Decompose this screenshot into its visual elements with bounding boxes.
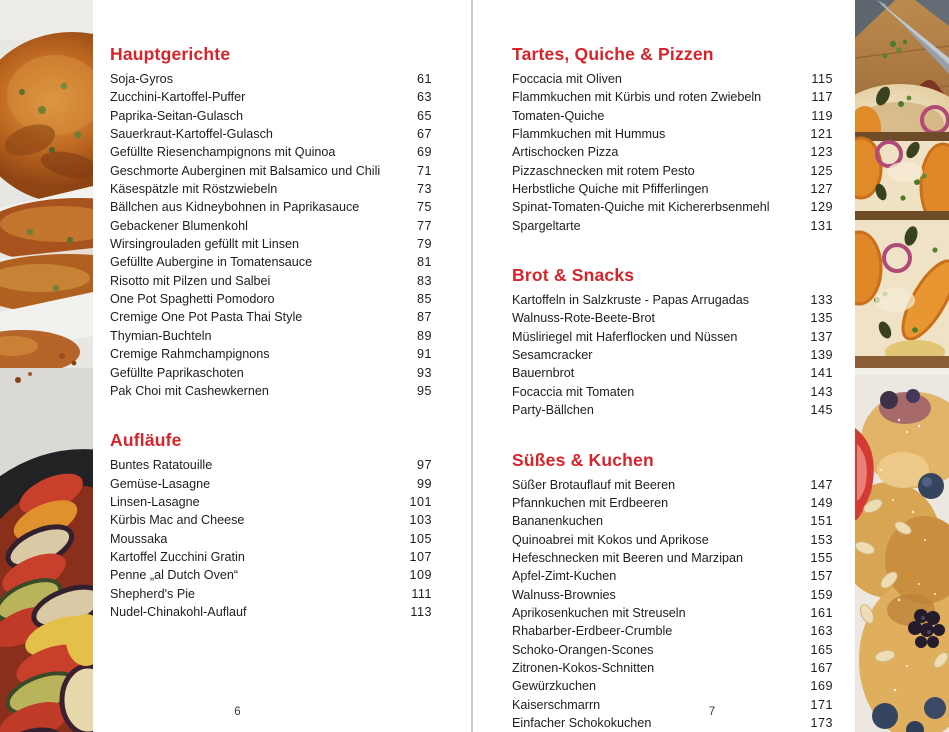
- recipe-title: Bananenkuchen: [512, 514, 604, 529]
- toc-entry: [512, 549, 833, 567]
- recipe-title: Gefüllte Riesenchampignons mit Quinoa: [110, 145, 336, 160]
- recipe-page-ref: 93: [416, 365, 432, 380]
- toc-entry: [110, 382, 432, 400]
- toc-entry: [512, 125, 833, 143]
- recipe-title: Zitronen-Kokos-Schnitten: [512, 660, 655, 675]
- recipe-page-ref: 73: [416, 182, 432, 197]
- recipe-title: Bällchen aus Kidneybohnen in Paprikasauce: [110, 200, 360, 215]
- recipe-page-ref: 139: [810, 348, 833, 363]
- recipe-title: Käsespätzle mit Röstzwiebeln: [110, 182, 278, 197]
- recipe-title: Tomaten-Quiche: [512, 108, 605, 123]
- toc-entry: [512, 641, 833, 659]
- recipe-title: Rhabarber-Erdbeer-Crumble: [512, 624, 673, 639]
- toc-entry: [512, 383, 833, 401]
- toc-page-left: [110, 44, 432, 621]
- right-photo-strip: [855, 0, 949, 732]
- toc-entry: [512, 107, 833, 125]
- toc-entry: [512, 346, 833, 364]
- section-heading: Hauptgerichte: [110, 44, 231, 64]
- recipe-page-ref: 131: [810, 218, 833, 233]
- recipe-page-ref: 107: [409, 549, 432, 564]
- recipe-page-ref: 141: [810, 366, 833, 381]
- toc-entry: [110, 217, 432, 235]
- recipe-page-ref: 109: [409, 568, 432, 583]
- toc-entry: [110, 180, 432, 198]
- recipe-title: Linsen-Lasagne: [110, 494, 200, 509]
- recipe-title: Pizzaschnecken mit rotem Pesto: [512, 163, 695, 178]
- recipe-page-ref: 153: [810, 532, 833, 547]
- recipe-title: Zucchini-Kartoffel-Puffer: [110, 90, 246, 105]
- toc-entry: [110, 456, 432, 474]
- recipe-title: Pak Choi mit Cashewkernen: [110, 383, 269, 398]
- recipe-page-ref: 137: [810, 329, 833, 344]
- recipe-page-ref: 83: [416, 273, 432, 288]
- recipe-page-ref: 69: [416, 145, 432, 160]
- recipe-page-ref: 113: [410, 604, 432, 619]
- recipe-page-ref: 97: [416, 458, 432, 473]
- recipe-title: Soja-Gyros: [110, 72, 173, 86]
- toc-entry: [512, 567, 833, 585]
- recipe-page-ref: 125: [810, 163, 833, 178]
- toc-entry: [110, 290, 432, 308]
- section-heading: Aufläufe: [110, 430, 182, 451]
- recipe-title: Wirsingrouladen gefüllt mit Linsen: [110, 237, 299, 252]
- recipe-page-ref: 151: [810, 514, 833, 529]
- recipe-title: Nudel-Chinakohl-Auflauf: [110, 604, 247, 619]
- toc-entry: [110, 88, 432, 106]
- right-photo-strip-art: [855, 0, 949, 732]
- toc-entry: [512, 659, 833, 677]
- toc-entry: [512, 88, 833, 106]
- toc-entry: [110, 125, 432, 143]
- recipe-page-ref: 143: [810, 384, 833, 399]
- recipe-title: Apfel-Zimt-Kuchen: [512, 569, 617, 584]
- left-photo-strip: [0, 0, 93, 732]
- recipe-title: Flammkuchen mit Hummus: [512, 127, 666, 142]
- page-number-right: 7: [708, 706, 716, 718]
- toc-entry: [110, 162, 432, 180]
- recipe-title: Gemüse-Lasagne: [110, 476, 211, 491]
- toc-entry: [512, 291, 833, 309]
- page-number-left: 6: [234, 706, 241, 718]
- recipe-title: Quinoabrei mit Kokos und Aprikose: [512, 532, 709, 547]
- recipe-title: Einfacher Schokokuchen: [512, 715, 652, 730]
- toc-entry: [512, 677, 833, 695]
- toc-entry: [110, 308, 432, 326]
- recipe-page-ref: 171: [810, 697, 833, 712]
- toc-entry: [512, 70, 833, 88]
- recipe-title: Moussaka: [110, 531, 168, 546]
- recipe-page-ref: 91: [416, 347, 432, 362]
- recipe-title: Focaccia mit Tomaten: [512, 384, 635, 399]
- toc-entry: [512, 531, 833, 549]
- recipe-page-ref: 87: [416, 310, 432, 325]
- recipe-page-ref: 103: [409, 513, 432, 528]
- recipe-title: Herbstliche Quiche mit Pfifferlingen: [512, 182, 709, 197]
- toc-entry: [512, 162, 833, 180]
- recipe-page-ref: 119: [811, 108, 833, 123]
- recipe-page-ref: 115: [811, 72, 833, 86]
- toc-entry: [110, 511, 432, 529]
- recipe-page-ref: 105: [409, 531, 432, 546]
- recipe-page-ref: 65: [416, 108, 432, 123]
- toc-entry: [110, 603, 432, 621]
- toc-entry: [512, 198, 833, 216]
- recipe-title: Müsliriegel mit Haferflocken und Nüssen: [512, 329, 738, 344]
- recipe-title: Aprikosenkuchen mit Streuseln: [512, 605, 686, 620]
- recipe-page-ref: 155: [810, 550, 833, 565]
- recipe-page-ref: 135: [810, 311, 833, 326]
- recipe-title: Walnuss-Brownies: [512, 587, 616, 602]
- toc-entry: [110, 493, 432, 511]
- ratatouille-pan-photo: [0, 368, 93, 732]
- toc-entry: [512, 622, 833, 640]
- toc-entry: [110, 235, 432, 253]
- recipe-title: Gefüllte Paprikaschoten: [110, 365, 244, 380]
- toc-section: [110, 44, 432, 400]
- toc-entry: [512, 604, 833, 622]
- recipe-page-ref: 85: [416, 292, 432, 307]
- recipe-page-ref: 165: [810, 642, 833, 657]
- recipe-title: Walnuss-Rote-Beete-Brot: [512, 311, 656, 326]
- toc-entry: [110, 530, 432, 548]
- recipe-title: Sesamcracker: [512, 348, 593, 363]
- recipe-page-ref: 101: [409, 494, 432, 509]
- toc-entry: [110, 253, 432, 271]
- recipe-title: Cremige One Pot Pasta Thai Style: [110, 310, 303, 325]
- recipe-page-ref: 89: [416, 328, 432, 343]
- recipe-title: Pfannkuchen mit Erdbeeren: [512, 495, 669, 510]
- recipe-page-ref: 71: [416, 163, 432, 178]
- flammkuchen-board-photo: [855, 0, 949, 375]
- toc-section: [110, 430, 432, 621]
- recipe-title: Gebackener Blumenkohl: [110, 218, 248, 233]
- recipe-title: Cremige Rahmchampignons: [110, 347, 270, 362]
- toc-entry: [110, 198, 432, 216]
- toc-entry: [512, 494, 833, 512]
- recipe-page-ref: 147: [810, 477, 833, 492]
- recipe-page-ref: 123: [810, 145, 833, 160]
- recipe-title: Gefüllte Aubergine in Tomatensauce: [110, 255, 313, 270]
- recipe-page-ref: 99: [416, 476, 432, 491]
- toc-entry: [110, 272, 432, 290]
- recipe-page-ref: 121: [810, 127, 833, 142]
- recipe-page-ref: 61: [416, 72, 432, 86]
- recipe-page-ref: 127: [810, 182, 833, 197]
- toc-entry: [110, 107, 432, 125]
- recipe-title: Kaiserschmarrn: [512, 697, 601, 712]
- toc-entry: [110, 475, 432, 493]
- toc-entry: [512, 180, 833, 198]
- recipe-title: Foccacia mit Oliven: [512, 72, 622, 86]
- toc-entry: [512, 586, 833, 604]
- recipe-title: Party-Bällchen: [512, 403, 594, 418]
- zucchini-fritter-stack-photo: [0, 0, 93, 374]
- recipe-page-ref: 81: [416, 255, 432, 270]
- recipe-page-ref: 111: [411, 586, 432, 601]
- recipe-title: Kürbis Mac and Cheese: [110, 513, 245, 528]
- toc-entry: [110, 143, 432, 161]
- recipe-title: Schoko-Orangen-Scones: [512, 642, 654, 657]
- recipe-page-ref: 67: [416, 127, 432, 142]
- toc-entry: [110, 364, 432, 382]
- recipe-title: Buntes Ratatouille: [110, 458, 213, 473]
- recipe-title: Thymian-Buchteln: [110, 328, 212, 343]
- toc-entry: [512, 143, 833, 161]
- recipe-page-ref: 149: [810, 495, 833, 510]
- page-gutter-divider: [471, 0, 473, 732]
- section-heading: Tartes, Quiche & Pizzen: [512, 44, 714, 64]
- recipe-title: One Pot Spaghetti Pomodoro: [110, 292, 275, 307]
- recipe-title: Paprika-Seitan-Gulasch: [110, 108, 243, 123]
- recipe-page-ref: 79: [416, 237, 432, 252]
- recipe-page-ref: 95: [416, 383, 432, 398]
- recipe-title: Spargeltarte: [512, 218, 581, 233]
- recipe-title: Artischocken Pizza: [512, 145, 619, 160]
- recipe-title: Penne „al Dutch Oven“: [110, 568, 239, 583]
- toc-entry: [110, 327, 432, 345]
- toc-page-right: [512, 44, 833, 732]
- toc-entry: [512, 476, 833, 494]
- recipe-title: Risotto mit Pilzen und Salbei: [110, 273, 271, 288]
- recipe-page-ref: 169: [810, 679, 833, 694]
- toc-section: [512, 265, 833, 419]
- recipe-title: Sauerkraut-Kartoffel-Gulasch: [110, 127, 273, 142]
- toc-entry: [110, 566, 432, 584]
- toc-entry: [110, 548, 432, 566]
- toc-entry: [110, 345, 432, 363]
- recipe-title: Shepherd's Pie: [110, 586, 196, 601]
- recipe-page-ref: 173: [810, 715, 833, 730]
- section-heading: Brot & Snacks: [512, 265, 635, 286]
- recipe-page-ref: 129: [810, 200, 833, 215]
- recipe-page-ref: 167: [810, 660, 833, 675]
- recipe-title: Kartoffel Zucchini Gratin: [110, 549, 245, 564]
- section-heading: Süßes & Kuchen: [512, 449, 654, 470]
- recipe-title: Flammkuchen mit Kürbis und roten Zwiebeln: [512, 90, 762, 105]
- recipe-page-ref: 145: [810, 403, 833, 418]
- recipe-page-ref: 161: [810, 605, 833, 620]
- recipe-page-ref: 157: [810, 569, 833, 584]
- recipe-title: Kartoffeln in Salzkruste - Papas Arrugadas: [512, 293, 750, 308]
- recipe-page-ref: 77: [416, 218, 432, 233]
- recipe-page-ref: 75: [416, 200, 432, 215]
- toc-entry: [512, 309, 833, 327]
- recipe-page-ref: 63: [416, 90, 432, 105]
- toc-entry: [512, 512, 833, 530]
- recipe-page-ref: 133: [810, 293, 833, 308]
- berry-bread-pudding-photo: [855, 375, 949, 732]
- recipe-page-ref: 117: [811, 90, 833, 105]
- recipe-title: Geschmorte Auberginen mit Balsamico und Chili: [110, 163, 381, 178]
- recipe-title: Süßer Brotauflauf mit Beeren: [512, 477, 676, 492]
- toc-entry: [110, 70, 432, 88]
- recipe-page-ref: 163: [810, 624, 833, 639]
- toc-entry: [512, 401, 833, 419]
- toc-entry: [110, 585, 432, 603]
- toc-section: [512, 44, 833, 235]
- toc-entry: [512, 364, 833, 382]
- recipe-title: Bauernbrot: [512, 366, 575, 381]
- recipe-title: Spinat-Tomaten-Quiche mit Kichererbsenmehl: [512, 200, 770, 215]
- toc-entry: [512, 328, 833, 346]
- recipe-title: Hefeschnecken mit Beeren und Marzipan: [512, 550, 744, 565]
- recipe-page-ref: 159: [810, 587, 833, 602]
- left-photo-strip-art: [0, 0, 93, 732]
- toc-section: [512, 450, 833, 732]
- recipe-title: Gewürzkuchen: [512, 679, 596, 694]
- toc-entry: [512, 217, 833, 235]
